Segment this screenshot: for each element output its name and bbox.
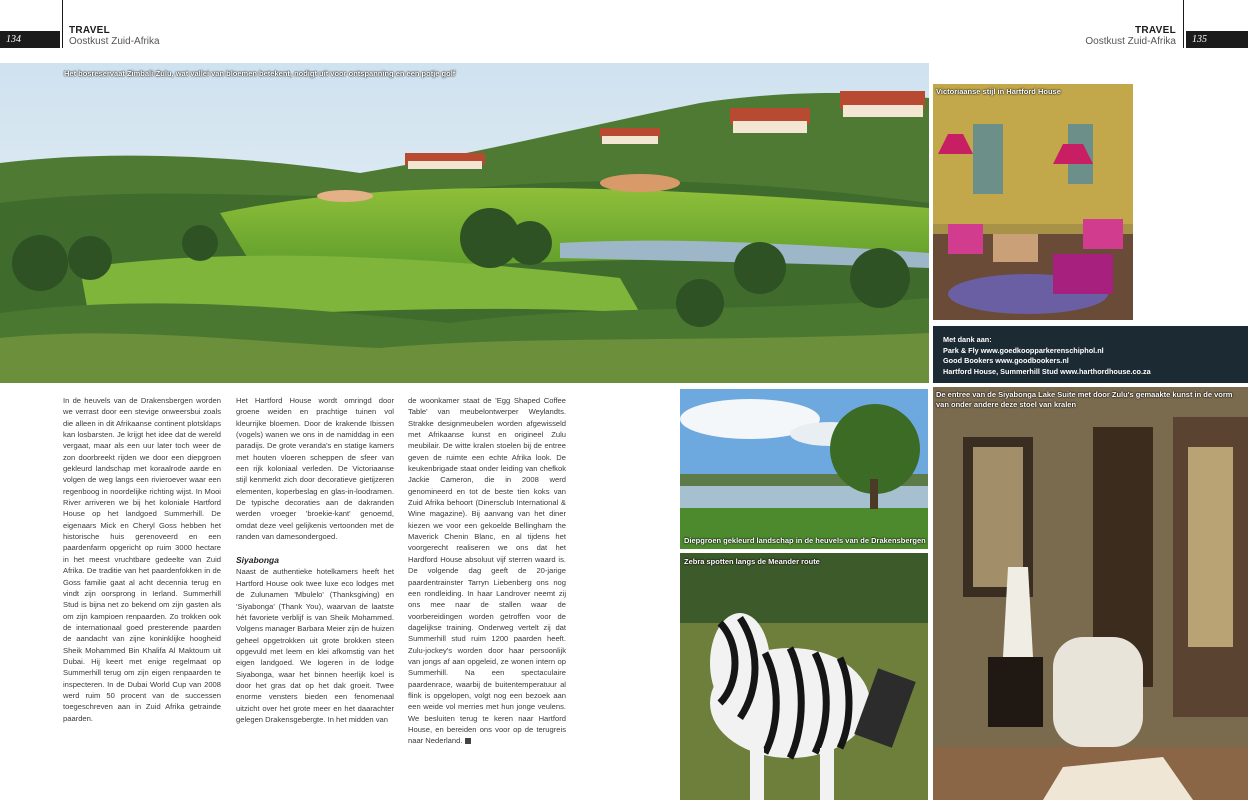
golf-photo-caption: Het bosreservaat Zimbali-Zulu, wat vallei van bloemen betekent, nodigt uit voor ontspanning en een potje golf xyxy=(64,69,456,78)
lodge-entrance-scene xyxy=(933,387,1248,800)
zebra-scene xyxy=(680,553,928,800)
left-section-title: TRAVEL xyxy=(69,25,111,36)
thanks-box xyxy=(933,326,1248,383)
golf-course-scene xyxy=(0,63,929,383)
zebra-photo xyxy=(680,553,928,800)
right-header-rule xyxy=(1183,0,1184,48)
victorian-room-scene xyxy=(933,84,1133,320)
article-col3-text: de woonkamer staat de 'Egg Shaped Coffee Table' van meubelontwerper Weylandts. Strakke designmeubelen worden afgewisseld met Afrikaanse kunst en origineel Zulu meubilair. De witte kralen stoelen bij de entree geven de ruimte een echte Afrika look. De keukenbrigade staat onder leiding van chefkok Jackie Cameron, die in 2008 werd genomineerd en tot de beste tien koks van Zuid Afrika behoort (Dinersclub International & Wine magazine). Bij aanvang van het diner kiezen we voor een gekoelde Bellingham the Maverick Chenin Blanc, en al tijdens het voorgerecht realiseren we ons dat het Hardford House absoluut vijf sterren waard is. De volgende dag geeft de 20-jarige paardentrainster Tarryn Liebenberg ons nog een rondleiding. In haar Landrover neemt zij ons mee naar de stallen waar de voorbereidingen worden getroffen voor de dagelijkse training. Onderweg vertelt zij dat Summerhill stud ruim 1200 paarden heeft. Zulu-jockey's worden door haar persoonlijk van jongs af aan opgeleid, ze wonen intern op Summerhill. Na een spectaculaire paardenrace, waarbij de buitentemperatuur al flink is opgelopen, volgt nog een bezoek aan een weide vol merries met hun jonge veulens. We besluiten terug te keren naar Hartford House, en bereiden ons voor op de terugreis naar Nederland. xyxy=(408,396,566,746)
article-col2-paragraph-1: Het Hartford House wordt omringd door groene weiden en prachtige tuinen vol kleurrijke bloemen. Door de krakende Ibissen (vogels) wanen we ons in de namiddag in een paradijs. De grote veranda's en statige kamers met houten vloeren scheppen de sfeer van een rijk koloniaal verleden. De Victoriaanse stijl kenmerkt zich door decoratieve gietijzeren elementen, koperbeslag en glas-in-loodramen. De typische decoraties aan de dakranden werden vroeger 'broekie-kant' genoemd, omdat deze veel gelijkenis vertoonden met de randen van damesondergoed. xyxy=(236,396,394,542)
article-column-2 xyxy=(236,395,394,725)
victorian-photo-caption: Victoriaanse stijl in Hartford House xyxy=(936,87,1061,96)
right-page-number: 135 xyxy=(1192,34,1207,45)
golf-course-photo xyxy=(0,63,929,383)
thanks-line-2: Good Bookers www.goodbookers.nl xyxy=(943,356,1069,365)
lodge-entrance-photo xyxy=(933,387,1248,800)
landscape-scene xyxy=(680,389,928,549)
left-header-rule xyxy=(62,0,63,48)
lodge-photo-caption: De entree van de Siyabonga Lake Suite met door Zulu's gemaakte kunst in de vorm van onder andere deze stoel van kralen xyxy=(936,390,1233,409)
right-section-title: TRAVEL xyxy=(1134,25,1176,36)
victorian-room-photo xyxy=(933,84,1133,320)
article-col2-paragraph-2: Naast de authentieke hotelkamers heeft het Hartford House ook twee luxe eco lodges met de Zulunamen 'Mbulelo' (Thanksgiving) en 'Siyabonga' (Thank You), waarvan de laatste hét favoriete verblijf is van Sheik Mohammed. Volgens manager Barbara Meier zijn de huizen geheel opgetrokken uit grote brokken steen opgevuld met leem en klei afkomstig van het eigen landgoed. We logeren in de lodge Siyabonga, waar het binnen heerlijk koel is door het gras dat op het dak groeit. Twee enorme vensters bieden een fenomenaal uitzicht over het grote meer en het daarachter gelegen Drakensgebergte. In het midden van xyxy=(236,567,394,724)
left-folio-bar xyxy=(0,31,60,48)
landscape-photo xyxy=(680,389,928,549)
thanks-line-1: Park & Fly www.goedkoopparkerenschiphol.nl xyxy=(943,345,1104,355)
thanks-heading: Met dank aan: xyxy=(943,335,992,344)
article-col1-text: In de heuvels van de Drakensbergen worden we verrast door een stevige onweersbui zoals die alleen in dit Afrikaanse continent plotsklaps kan losbarsten. Je krijgt het idee dat de wereld vergaat, maar als een uur later toch weer de zon doorbreekt rijden we door een diepgroen gekleurd landschap met koraalrode aarde en volgen de weg langs een rivieroever waar een regenboog in noordelijke richting wijst. In Mooi River arriveren we bij het koloniale Hartford House op het landgoed Summerhill. De eigenaars Mick en Cheryl Goss hebben het historische huis gerenoveerd en een paardenfarm opgericht op ruim 3000 hectare in het meest vruchtbare gedeelte van Zuid Afrika. De traditie van het paardenfokken in de Goss familie gaat al acht decennia terug en vindt zijn oorsprong in Ierland. Summerhill Stud is bijna net zo bekend om zijn gasten als om zijn kampioen renpaarden. Zo trokken ook de internationaal goed presterende paarden de aandacht van zijne koninklijke hoogheid Sheik Mohammed Bin Khalifa Al Maktoum uit Dubai. Hij keert met enige regelmaat op Summerhill terug om zijn eigen renpaarden te inspecteren. In de Dubai World Cup van 2008 werd ruim 50 procent van de successen toegeschreven aan in Zuid Afrika getrainde paarden. xyxy=(63,396,221,723)
article-column-3 xyxy=(408,395,566,747)
article-column-1 xyxy=(63,395,221,724)
end-of-article-icon xyxy=(465,738,471,744)
right-section-subtitle: Oostkust Zuid-Afrika xyxy=(1085,36,1176,47)
landscape-photo-caption: Diepgroen gekleurd landschap in de heuvels van de Drakensbergen xyxy=(684,536,926,545)
thanks-line-3: Hartford House, Summerhill Stud www.harthordhouse.co.za xyxy=(943,366,1151,376)
left-page-number: 134 xyxy=(6,34,21,45)
left-section-subtitle: Oostkust Zuid-Afrika xyxy=(69,36,160,47)
right-folio-bar xyxy=(1186,31,1248,48)
zebra-photo-caption: Zebra spotten langs de Meander route xyxy=(684,557,820,566)
siyabonga-heading: Siyabonga xyxy=(236,555,279,566)
